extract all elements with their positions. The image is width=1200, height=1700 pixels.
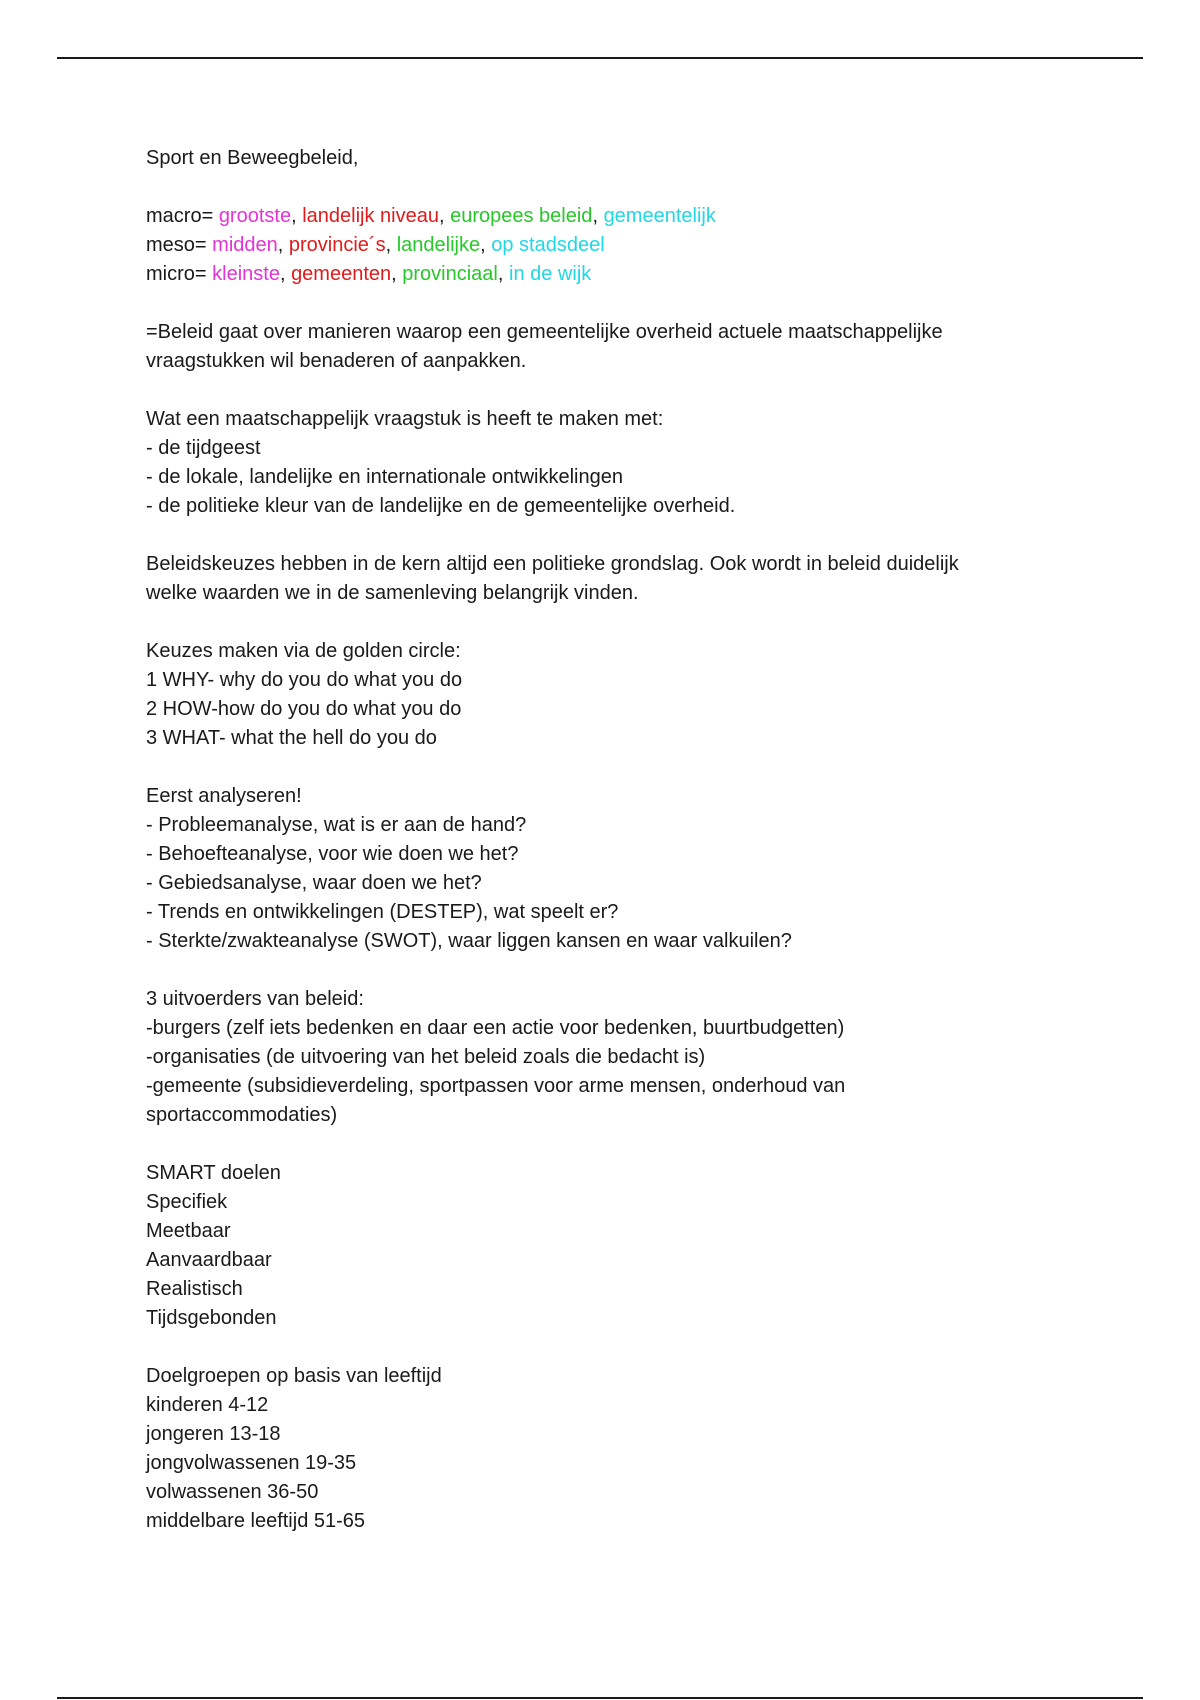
list-item: - Gebiedsanalyse, waar doen we het? <box>146 872 482 894</box>
list-item: - de politieke kleur van de landelijke en de gemeentelijke overheid. <box>146 495 736 517</box>
section-heading: Eerst analyseren! <box>146 785 302 807</box>
list-item: 2 HOW-how do you do what you do <box>146 698 462 720</box>
list-item: -gemeente (subsidieverdeling, sportpassen voor arme mensen, onderhoud van <box>146 1075 846 1097</box>
level-policy: europees beleid <box>450 205 593 227</box>
list-item: - Trends en ontwikkelingen (DESTEP), wat speelt er? <box>146 901 619 923</box>
section-heading: SMART doelen <box>146 1162 281 1184</box>
list-item: - Behoefteanalyse, voor wie doen we het? <box>146 843 519 865</box>
section-heading: Wat een maatschappelijk vraagstuk is heeft te maken met: <box>146 408 664 430</box>
list-item: 3 WHAT- what the hell do you do <box>146 727 437 749</box>
definition-line: =Beleid gaat over manieren waarop een gemeentelijke overheid actuele maatschappelijke <box>146 321 943 343</box>
list-item: -organisaties (de uitvoering van het beleid zoals die bedacht is) <box>146 1046 706 1068</box>
level-size: grootste <box>218 205 292 227</box>
level-label: micro= <box>146 263 213 285</box>
list-item: jongvolwassenen 19-35 <box>146 1452 357 1474</box>
list-item: Realistisch <box>146 1278 243 1300</box>
list-item: middelbare leeftijd 51-65 <box>146 1510 366 1532</box>
list-item: volwassenen 36-50 <box>146 1481 319 1503</box>
level-micro: micro= kleinste, gemeenten, provinciaal, in de wijk <box>146 263 592 285</box>
level-government: provincie´s <box>288 234 386 256</box>
list-item: 1 WHY- why do you do what you do <box>146 669 463 691</box>
list-item: Aanvaardbaar <box>146 1249 272 1271</box>
level-policy: provinciaal <box>402 263 498 285</box>
definition-line: vraagstukken wil benaderen of aanpakken. <box>146 350 527 372</box>
list-item: Specifiek <box>146 1191 228 1213</box>
level-size: kleinste <box>212 263 280 285</box>
list-item: sportaccommodaties) <box>146 1104 338 1126</box>
paragraph-line: welke waarden we in de samenleving belangrijk vinden. <box>146 582 639 604</box>
level-label: macro= <box>146 205 219 227</box>
list-item: jongeren 13-18 <box>146 1423 281 1445</box>
list-item: - Sterkte/zwakteanalyse (SWOT), waar liggen kansen en waar valkuilen? <box>146 930 792 952</box>
document-body <box>146 144 1106 1536</box>
level-area: gemeentelijk <box>603 205 716 227</box>
list-item: kinderen 4-12 <box>146 1394 269 1416</box>
level-size: midden <box>212 234 278 256</box>
level-label: meso= <box>146 234 213 256</box>
level-meso: meso= midden, provincie´s, landelijke, op stadsdeel <box>146 234 605 256</box>
top-divider <box>57 57 1143 59</box>
list-item: - de tijdgeest <box>146 437 261 459</box>
document-title: Sport en Beweegbeleid, <box>146 147 359 169</box>
level-area: op stadsdeel <box>491 234 605 256</box>
level-policy: landelijke <box>396 234 481 256</box>
section-heading: 3 uitvoerders van beleid: <box>146 988 364 1010</box>
bottom-divider <box>57 1697 1143 1699</box>
list-item: -burgers (zelf iets bedenken en daar een actie voor bedenken, buurtbudgetten) <box>146 1017 845 1039</box>
section-heading: Doelgroepen op basis van leeftijd <box>146 1365 442 1387</box>
list-item: Tijdsgebonden <box>146 1307 277 1329</box>
level-government: gemeenten <box>291 263 392 285</box>
list-item: Meetbaar <box>146 1220 231 1242</box>
paragraph-line: Beleidskeuzes hebben in de kern altijd een politieke grondslag. Ook wordt in beleid duidelijk <box>146 553 959 575</box>
level-macro: macro= grootste, landelijk niveau, europees beleid, gemeentelijk <box>146 205 716 227</box>
section-heading: Keuzes maken via de golden circle: <box>146 640 461 662</box>
level-government: landelijk niveau <box>302 205 439 227</box>
list-item: - Probleemanalyse, wat is er aan de hand? <box>146 814 527 836</box>
level-area: in de wijk <box>509 263 592 285</box>
list-item: - de lokale, landelijke en internationale ontwikkelingen <box>146 466 623 488</box>
